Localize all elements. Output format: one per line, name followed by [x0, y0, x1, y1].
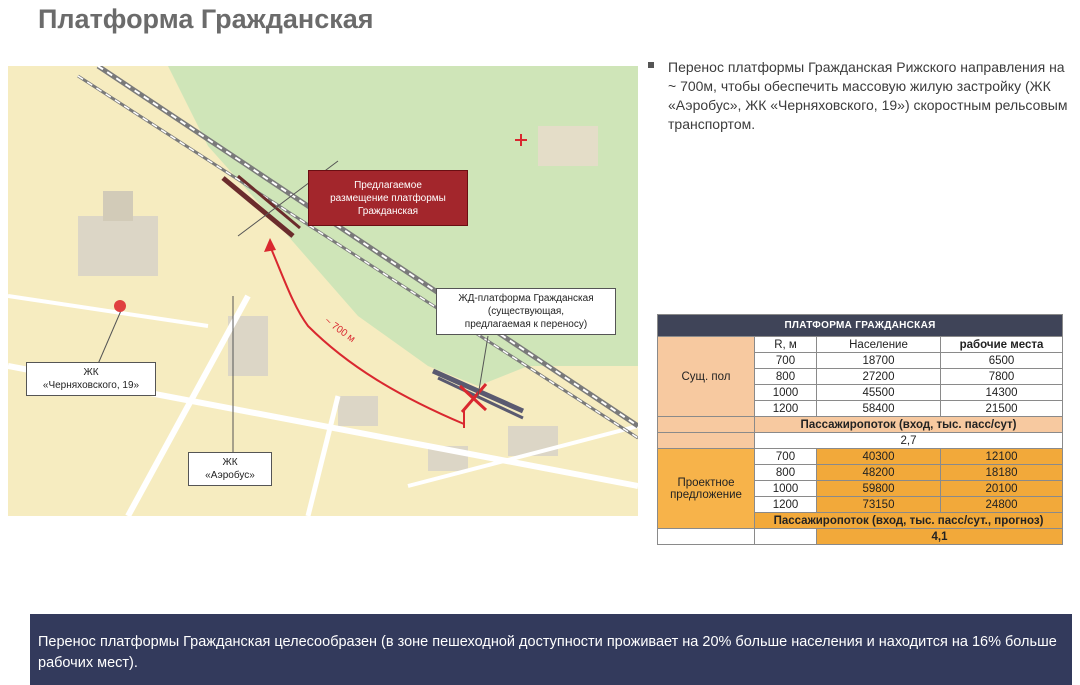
pin-icon	[114, 300, 126, 312]
callout-line: Гражданская	[357, 206, 419, 217]
table-cell: 14300	[941, 385, 1063, 401]
col-header: Население	[817, 337, 941, 353]
table-cell: 800	[755, 369, 817, 385]
road	[308, 396, 338, 516]
callout-line: ЖК	[83, 367, 99, 378]
callout-zhk-aerobus	[188, 452, 272, 486]
table-cell: 6500	[941, 353, 1063, 369]
table-cell: 1200	[755, 497, 817, 513]
proposal-flow-value: 4,1	[817, 529, 1063, 545]
col-header: рабочие места	[941, 337, 1063, 353]
callout-line: «Черняховского, 19»	[42, 380, 140, 391]
table-cell-empty	[755, 529, 817, 545]
callout-line: «Аэробус»	[205, 470, 255, 481]
page-title: Платформа Гражданская	[38, 4, 374, 34]
current-flow-value: 2,7	[755, 433, 1063, 449]
table-row	[658, 433, 1063, 449]
callout-existing-platform	[436, 288, 616, 335]
table-row	[658, 417, 1063, 433]
table-cell: 73150	[817, 497, 941, 513]
building-block	[338, 396, 378, 426]
distance-label: ~ 700 м	[322, 315, 357, 345]
table-cell: 40300	[817, 449, 941, 465]
table-cell: 24800	[941, 497, 1063, 513]
table-cell: 7800	[941, 369, 1063, 385]
proposal-flow-label: Пассажиропоток (вход, тыс. пасс/сут., прогноз)	[755, 513, 1063, 529]
col-header: R, м	[755, 337, 817, 353]
callout-line: ЖК	[222, 457, 238, 468]
route-arrow	[264, 238, 276, 252]
table-row	[658, 337, 1063, 353]
table-cell: 700	[755, 449, 817, 465]
table-cell: 12100	[941, 449, 1063, 465]
callout-zhk-chernyakhovskogo	[26, 362, 156, 396]
bullet-point	[648, 58, 1068, 134]
table-cell: 700	[755, 353, 817, 369]
current-flow-label: Пассажиропоток (вход, тыс. пасс/сут)	[755, 417, 1063, 433]
table-cell: 20100	[941, 481, 1063, 497]
callout-line: ЖД-платформа Гражданская	[458, 293, 594, 304]
building-block	[538, 126, 598, 166]
map	[8, 66, 638, 516]
conclusion-banner: Перенос платформы Гражданская целесообразен (в зоне пешеходной доступности проживает на 20% больше населения и находится на 16% больше рабочих мест).	[30, 614, 1072, 685]
callout-line: размещение платформы	[330, 193, 446, 204]
table-cell: 1000	[755, 481, 817, 497]
bullet-mark	[648, 62, 654, 68]
callout-line: Предлагаемое	[354, 180, 422, 191]
table-row	[658, 449, 1063, 465]
data-table-wrap	[657, 314, 1062, 564]
table-cell: 21500	[941, 401, 1063, 417]
table-cell: 18700	[817, 353, 941, 369]
table-header-row	[658, 315, 1063, 337]
table-cell-empty	[658, 529, 755, 545]
road	[8, 296, 208, 326]
table-cell: 48200	[817, 465, 941, 481]
table-cell: 58400	[817, 401, 941, 417]
table-cell-empty	[658, 433, 755, 449]
data-table	[657, 314, 1063, 545]
table-cell: 800	[755, 465, 817, 481]
table-title: ПЛАТФОРМА ГРАЖДАНСКАЯ	[658, 315, 1063, 337]
building-block	[103, 191, 133, 221]
table-cell: 1000	[755, 385, 817, 401]
table-cell: 1200	[755, 401, 817, 417]
table-cell: 45500	[817, 385, 941, 401]
table-cell: 18180	[941, 465, 1063, 481]
callout-line: (существующая,	[487, 306, 565, 317]
table-cell: 27200	[817, 369, 941, 385]
building-block	[78, 216, 158, 276]
leader-line	[98, 306, 123, 364]
callout-line: предлагаемая к переносу)	[464, 319, 588, 330]
table-cell: 59800	[817, 481, 941, 497]
table-row	[658, 529, 1063, 545]
bullet-text: Перенос платформы Гражданская Рижского направления на ~ 700м, чтобы обеспечить массовую жилую застройку (ЖК «Аэробус», ЖК «Черняховского, 19») скоростным рельсовым транспортом.	[668, 59, 1068, 132]
current-label: Сущ. пол	[658, 337, 755, 417]
table-cell-empty	[658, 417, 755, 433]
proposal-label: Проектное предложение	[658, 449, 755, 529]
callout-proposed-platform	[308, 170, 468, 226]
